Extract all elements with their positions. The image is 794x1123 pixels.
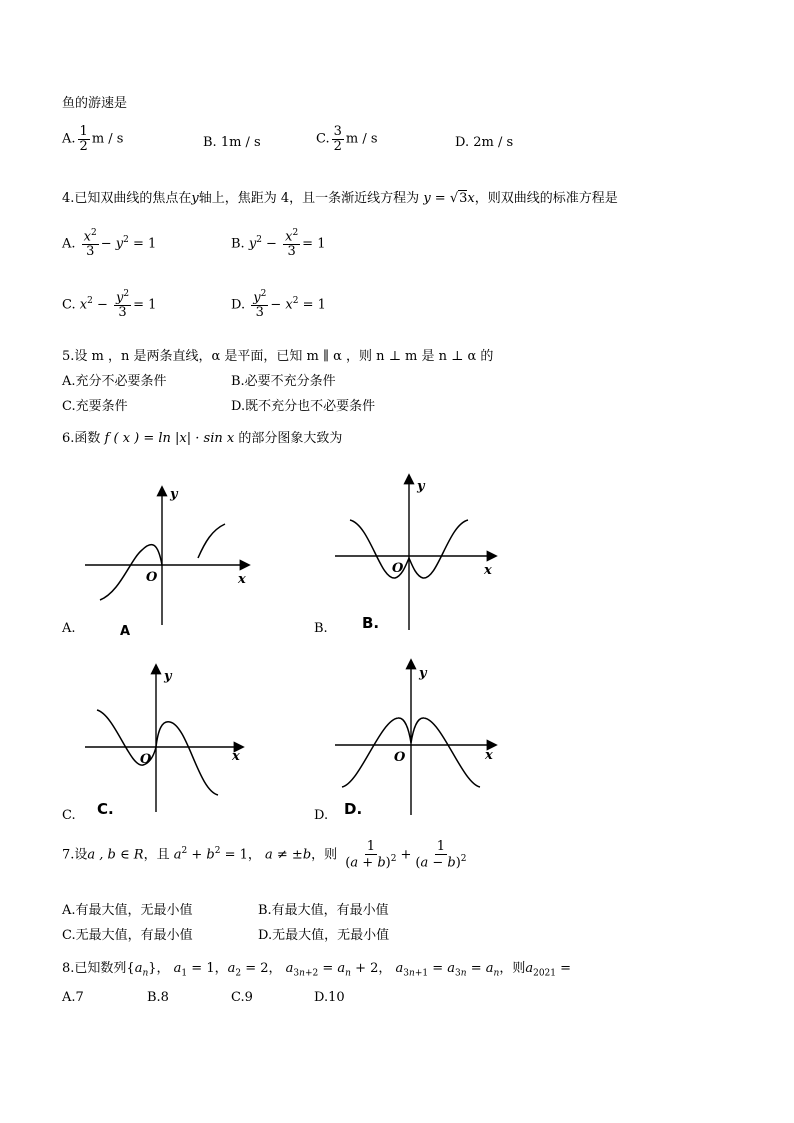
graph-d-caption: D.: [314, 808, 329, 823]
origin-label: O: [140, 752, 152, 767]
q4-option-b[interactable]: B. $y^2$ − $\frac{x^2}{3}$ = 1: [231, 228, 326, 259]
q4-option-d[interactable]: D. $\frac{y^2}{3}$ − $x^2 = 1$: [231, 289, 326, 320]
q8-option-d[interactable]: D.10: [314, 990, 345, 1005]
axis-y-label: y: [164, 669, 172, 684]
graph-option-d[interactable]: [330, 655, 505, 820]
axis-x-label: x: [484, 563, 492, 578]
origin-label: O: [392, 561, 404, 576]
q8-option-b[interactable]: B.8: [147, 990, 169, 1005]
question-5-stem: 5.设 m ，n 是两条直线，α 是平面，已知 m ∥ α ，则 n ⊥ m 是 n ⊥ α 的: [62, 349, 494, 364]
q3-option-a[interactable]: A. $\frac{1}{2}$ m / s: [62, 124, 124, 154]
curve: [97, 710, 218, 795]
question-6-stem: 6.函数 f ( x ) = ln |x| · sin x 的部分图象大致为: [62, 431, 343, 446]
graph-option-c[interactable]: [80, 660, 255, 820]
q7-option-a[interactable]: A.有最大值，无最小值: [62, 903, 193, 918]
axis-x-label: x: [238, 572, 246, 587]
origin-label: O: [146, 570, 158, 585]
origin-label: O: [394, 750, 406, 765]
question-7-stem: 7.设a , b ∈ R，且 $a^2 + b^2 = 1$， a ≠ ±b，则 $\frac{1}{(a + b)^2}$ + $\frac{1}{(a - b)^2}$: [62, 839, 467, 870]
q3-option-d[interactable]: D. 2m / s: [455, 135, 514, 150]
curve-right: [198, 524, 225, 558]
graph-a-caption: A.: [62, 621, 76, 636]
graph-inner-label: C.: [97, 800, 114, 818]
graph-inner-label: A: [120, 624, 131, 639]
axis-x-label: x: [485, 748, 493, 763]
q5-option-c[interactable]: C.充要条件: [62, 399, 128, 414]
q5-option-d[interactable]: D.既不充分也不必要条件: [231, 399, 376, 414]
question-4-stem: 4.已知双曲线的焦点在y轴上，焦距为 4，且一条渐近线方程为 y = √3x，则双曲线的标准方程是: [62, 191, 618, 206]
graph-inner-label: B.: [362, 614, 380, 632]
q3-option-b[interactable]: B. 1m / s: [203, 135, 261, 150]
graph-option-a[interactable]: [80, 480, 260, 640]
q4-option-c[interactable]: C. $x^2$ − $\frac{y^2}{3}$ = 1: [62, 289, 157, 320]
q7-option-c[interactable]: C.无最大值，有最小值: [62, 928, 193, 943]
q7-option-b[interactable]: B.有最大值，有最小值: [258, 903, 389, 918]
graph-inner-label: D.: [344, 800, 363, 818]
question-8-stem: 8.已知数列$\{a_n\}$， $a_1 = 1$，$a_2 = 2$， $a_{3n+2} = a_n + 2$， $a_{3n+1} = a_{3n} = a_n$，则$a_{2021}$ =: [62, 961, 572, 979]
axis-y-label: y: [419, 666, 427, 681]
q8-option-c[interactable]: C.9: [231, 990, 253, 1005]
question-3-tail: 鱼的游速是: [62, 96, 128, 111]
graph-c-caption: C.: [62, 808, 76, 823]
graph-b-caption: B.: [314, 621, 328, 636]
graph-option-b[interactable]: [330, 470, 505, 635]
q8-option-a[interactable]: A.7: [62, 990, 84, 1005]
q5-option-b[interactable]: B.必要不充分条件: [231, 374, 336, 389]
q7-option-d[interactable]: D.无最大值，无最小值: [258, 928, 390, 943]
q4-option-a[interactable]: A. $\frac{x^2}{3}$ − $y^2 = 1$: [62, 228, 157, 259]
q3-option-c[interactable]: C. $\frac{3}{2}$ m / s: [316, 124, 378, 154]
axis-y-label: y: [417, 479, 425, 494]
axis-y-label: y: [170, 487, 178, 502]
q5-option-a[interactable]: A.充分不必要条件: [62, 374, 167, 389]
axis-x-label: x: [232, 749, 240, 764]
